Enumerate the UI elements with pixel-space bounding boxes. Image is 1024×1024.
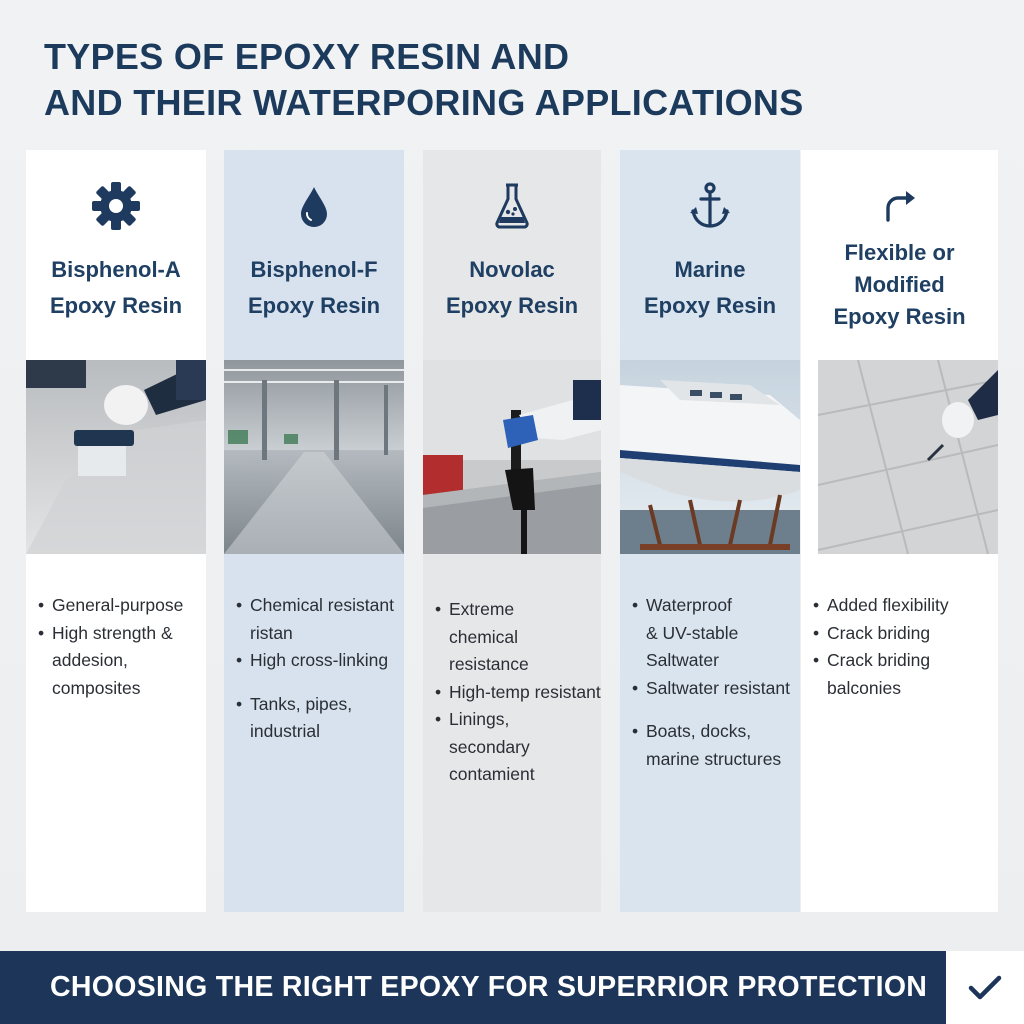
column-flexible-modified [801, 150, 998, 912]
column-novolac [423, 150, 601, 912]
flask-icon [423, 180, 601, 232]
property-list [236, 592, 402, 746]
list-item: • General-purpose [38, 592, 204, 620]
list-item: • Saltwater resistant [632, 675, 798, 703]
anchor-icon [620, 180, 800, 232]
list-item: • Linings, secondary contamient [435, 706, 599, 789]
column-bisphenol-a [26, 150, 206, 912]
list-item: • High strength & addesion, composites [38, 620, 204, 703]
list-item: • Crack briding balconies [813, 647, 996, 702]
footer-text: CHOOSING THE RIGHT EPOXY FOR SUPERRIOR PROTECTION [50, 971, 928, 1003]
property-list [38, 592, 204, 702]
resin-name: Marine Epoxy Resin [643, 257, 777, 318]
industrial-warehouse-floor-photo [224, 360, 404, 554]
water-drop-icon [224, 180, 404, 232]
list-item: • Tanks, pipes, industrial [236, 691, 402, 746]
curved-arrow-icon [801, 180, 998, 232]
page-title [44, 34, 1004, 126]
column-bisphenol-f [224, 150, 404, 912]
gear-icon [26, 180, 206, 232]
list-item: • Extreme chemical resistance [435, 596, 599, 679]
list-item: • Waterproof & UV-stable Saltwater [632, 592, 798, 675]
epoxy-floor-applicator-photo [26, 360, 206, 554]
list-item: • Boats, docks, marine structures [632, 718, 798, 773]
resin-name: Bisphenol-F Epoxy Resin [247, 257, 381, 318]
property-list [435, 596, 599, 789]
title-line-1: TYPES OF EPOXY RESIN AND [44, 36, 570, 77]
chemical-containment-coating-photo [423, 360, 601, 554]
list-item: • Crack briding [813, 620, 996, 648]
column-marine [620, 150, 800, 912]
title-line-2: AND THEIR WATERPORING APPLICATIONS [44, 82, 804, 123]
boat-hull-drydock-photo [620, 360, 800, 554]
list-item: • High cross-linking [236, 647, 402, 675]
checkmark-icon [946, 951, 1024, 1024]
resin-name: Bisphenol-A Epoxy Resin [49, 257, 183, 318]
crack-sealing-tiles-photo [818, 360, 998, 554]
footer-banner [0, 951, 946, 1024]
list-item: • High-temp resistant [435, 679, 599, 707]
list-item: • Added flexibility [813, 592, 996, 620]
property-list [632, 592, 798, 773]
resin-name: Flexible or Modified Epoxy Resin [833, 240, 966, 329]
resin-name: Novolac Epoxy Resin [445, 257, 579, 318]
property-list [813, 592, 996, 702]
list-item: • Chemical resistant ristan [236, 592, 402, 647]
